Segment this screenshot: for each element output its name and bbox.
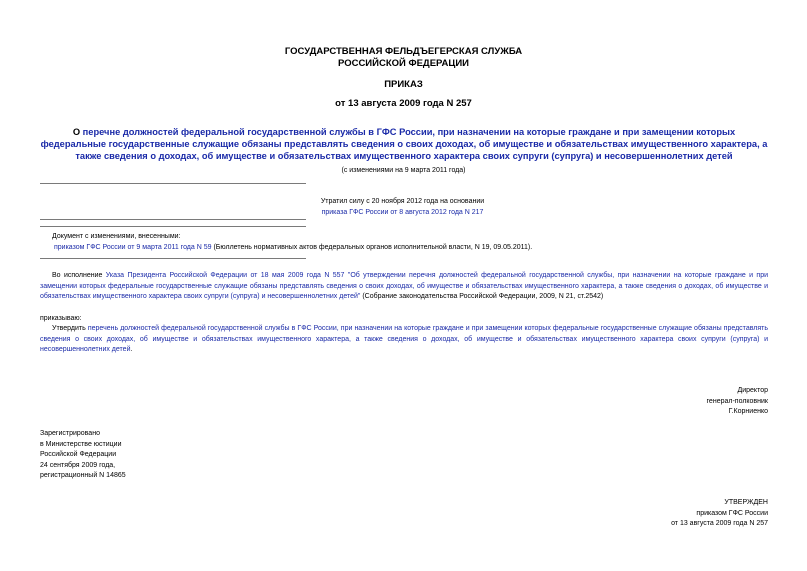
approved-by: приказом ГФС России bbox=[696, 509, 768, 517]
org-name-line1: ГОСУДАРСТВЕННАЯ ФЕЛЬДЪЕГЕРСКАЯ СЛУЖБА bbox=[284, 46, 523, 57]
preamble bbox=[40, 271, 768, 303]
expired-note bbox=[300, 197, 505, 218]
org-name-line2: РОССИЙСКОЙ ФЕДЕРАЦИИ bbox=[337, 58, 469, 69]
doc-date-number: от 13 августа 2009 года N 257 bbox=[335, 98, 472, 109]
order-lead: Утвердить bbox=[52, 325, 88, 332]
title-link[interactable]: перечне должностей федеральной государственной службы в ГФС России, при назначении на которые граждане и при замещении которых федеральные государственные служащие обязаны представлять сведения о своих доходах, об имуществе и обязательствах имущественного характера, а также сведения о доходах, об имуществе и обязательствах имущественного характера своих супруги (супруга) и несовершеннолетних детей bbox=[40, 127, 768, 161]
registration-line: в Министерстве юстиции bbox=[40, 440, 122, 448]
order-tail: . bbox=[130, 346, 133, 353]
signature-rank: генерал-полковник bbox=[706, 397, 768, 405]
registration-line: 24 сентября 2009 года, bbox=[40, 461, 116, 469]
signature-name: Г.Корниенко bbox=[728, 408, 768, 415]
amendment-note: (с изменениями на 9 марта 2011 года) bbox=[341, 167, 466, 174]
order-word: приказываю: bbox=[40, 315, 82, 322]
approved-date: от 13 августа 2009 года N 257 bbox=[671, 520, 768, 527]
expired-line: Утратил силу с 20 ноября 2012 года на основании bbox=[320, 198, 485, 205]
doc-title bbox=[40, 126, 768, 162]
preamble-link[interactable]: Указа Президента Российской Федерации от 18 мая 2009 года N 557 "Об утверждении перечня должностей федеральной государственной службы, при назначении на которые граждане и при замещении которых федеральные государственные служащие обязаны представлять сведения о своих доходах, об имуществе и обязательствах имущественного характера, а также сведения о доходах, об имуществе и обязательствах имущественного характера своих супруги (супруга) и несовершеннолетних детей" bbox=[40, 272, 768, 300]
preamble-lead: Во исполнение bbox=[52, 272, 106, 279]
order-link[interactable]: перечень должностей федеральной государственной службы в ГФС России, при назначении на которые граждане и при замещении которых федеральные государственные служащие обязаны представлять сведения о своих доходах, об имуществе и обязательствах имущественного характера, а также сведения о доходах, об имуществе и обязательствах имущественного характера своих супруги (супруга) и несовершеннолетних детей bbox=[40, 325, 768, 353]
preamble-tail: (Собрание законодательства Российской Федерации, 2009, N 21, ст.2542) bbox=[360, 293, 604, 300]
signature-block bbox=[600, 386, 768, 418]
registration-line: регистрационный N 14865 bbox=[40, 472, 126, 479]
changes-label: Документ с изменениями, внесенными: bbox=[52, 233, 181, 240]
title-prefix: О bbox=[72, 127, 83, 137]
expired-link[interactable]: приказа ГФС России от 8 августа 2012 года N 217 bbox=[321, 208, 484, 216]
header bbox=[0, 46, 807, 70]
registration-block bbox=[40, 429, 240, 482]
divider bbox=[40, 183, 306, 184]
changes-block bbox=[52, 232, 752, 253]
changes-link[interactable]: приказом ГФС России от 9 марта 2011 года N 59 bbox=[54, 243, 212, 251]
approved-block bbox=[580, 498, 768, 530]
signature-position: Директор bbox=[737, 387, 768, 394]
divider bbox=[40, 219, 306, 220]
changes-tail: (Бюллетень нормативных актов федеральных органов исполнительной власти, N 19, 09.05.2011). bbox=[211, 243, 533, 251]
divider bbox=[40, 226, 306, 227]
registration-line: Российской Федерации bbox=[40, 451, 117, 458]
order-text bbox=[40, 324, 768, 356]
divider bbox=[40, 258, 306, 259]
doc-type: ПРИКАЗ bbox=[384, 79, 423, 90]
registration-line: Зарегистрировано bbox=[40, 430, 100, 437]
approved-title: УТВЕРЖДЕН bbox=[724, 499, 768, 506]
